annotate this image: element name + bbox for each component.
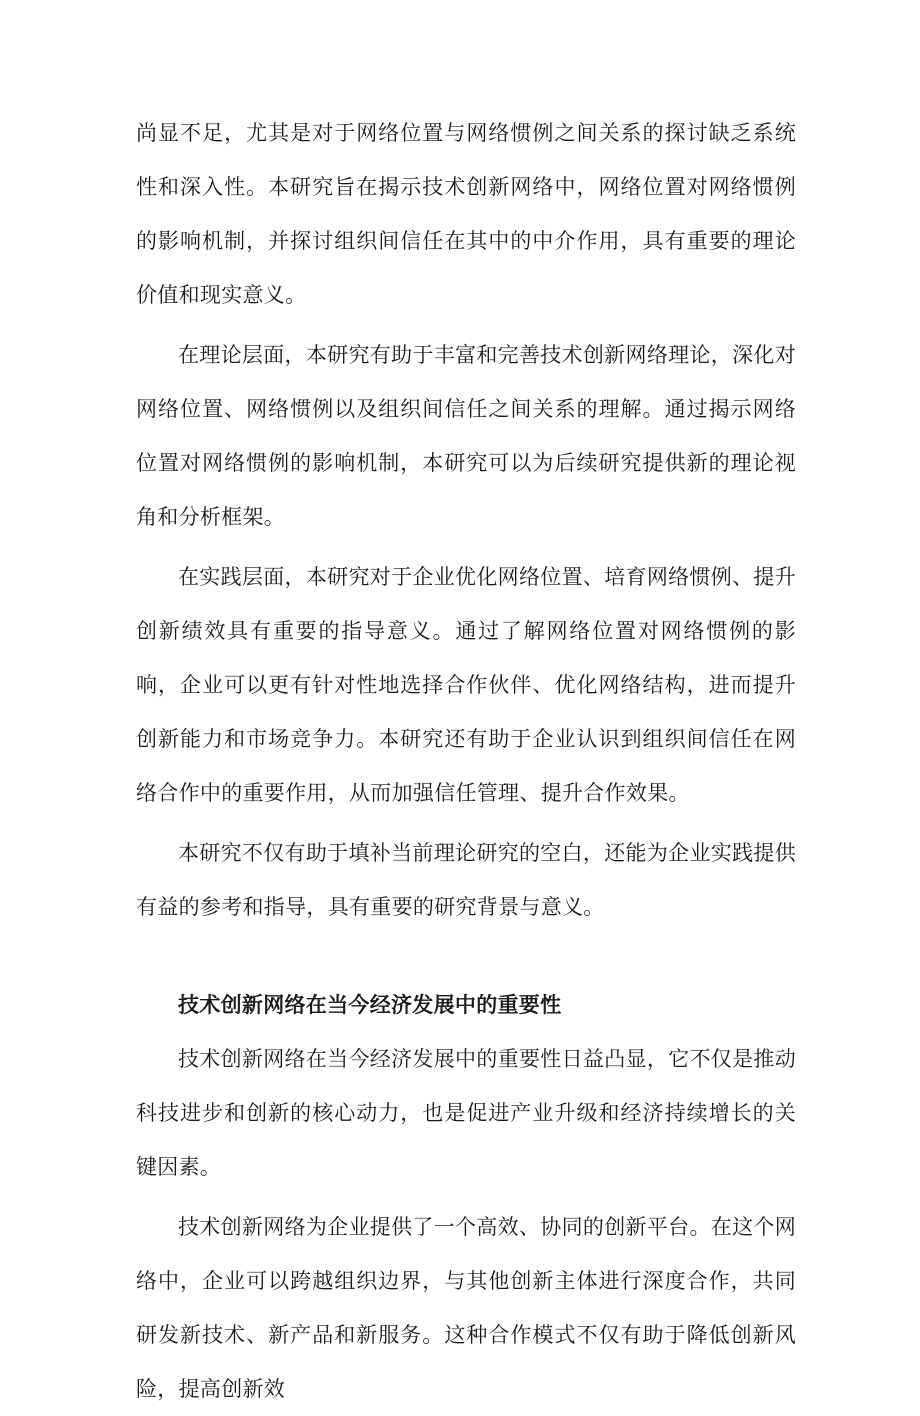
paragraph-practice: 在实践层面，本研究对于企业优化网络位置、培育网络惯例、提升创新绩效具有重要的指导意义。通过了解网络位置对网络惯例的影响，企业可以更有针对性地选择合作伙伴、优化网络结构，进而提升创新能力和市场竞争力。本研究还有助于企业认识到组织间信任在网络合作中的重要作用，从而加强信任管理、提升合作效果。 — [136, 565, 796, 805]
paragraph-theory: 在理论层面，本研究有助于丰富和完善技术创新网络理论，深化对网络位置、网络惯例以及组织间信任之间关系的理解。通过揭示网络位置对网络惯例的影响机制，本研究可以为后续研究提供新的理论视角和分析框架。 — [136, 343, 796, 529]
document-body — [136, 106, 796, 1416]
paragraph-summary: 本研究不仅有助于填补当前理论研究的空白，还能为企业实践提供有益的参考和指导，具有重要的研究背景与意义。 — [136, 841, 796, 919]
paragraph-importance: 技术创新网络在当今经济发展中的重要性日益凸显，它不仅是推动科技进步和创新的核心动力，也是促进产业升级和经济持续增长的关键因素。 — [136, 1047, 796, 1179]
section-heading: 技术创新网络在当今经济发展中的重要性 — [178, 992, 562, 1017]
paragraph-platform: 技术创新网络为企业提供了一个高效、协同的创新平台。在这个网络中，企业可以跨越组织边界，与其他创新主体进行深度合作，共同研发新技术、新产品和新服务。这种合作模式不仅有助于降低创新风险，提高创新效 — [136, 1215, 796, 1401]
paragraph-continuation: 尚显不足，尤其是对于网络位置与网络惯例之间关系的探讨缺乏系统性和深入性。本研究旨在揭示技术创新网络中，网络位置对网络惯例的影响机制，并探讨组织间信任在其中的中介作用，具有重要的理论价值和现实意义。 — [136, 121, 796, 307]
